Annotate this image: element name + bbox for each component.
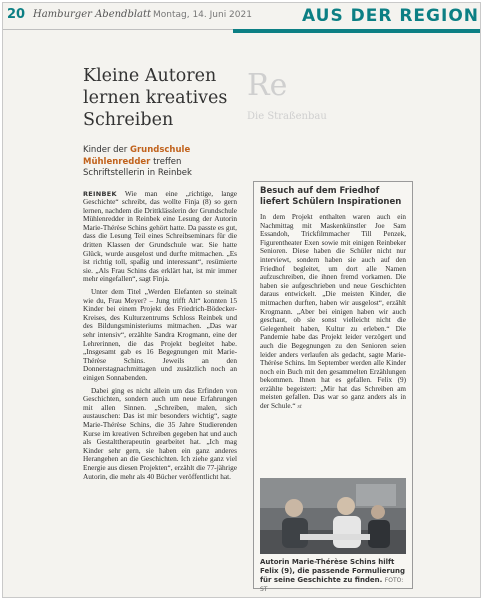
masthead (3, 3, 480, 30)
sidebar-body (260, 213, 406, 412)
article-paragraph: Unter dem Titel „Werden Elefanten so steinalt wie du, Frau Meyer? – Jung trifft Alt“ konnten 15 Kinder bei einem Projekt des Friedrich-Bödecker-Kreises, des Kulturzentrums Schloss Reinbek und des Bildungsministeriums mitmachen. „Das war sehr intensiv“, erzählte Sandra Krogmann, eine der Lehrerinnen, die das Projekt begleitet habe. „Insgesamt gab es 16 Begegnungen mit Marie-Thérèse Schins. Jeweils an den Donnerstagnachmittagen und zusätzlich noch an einigen Sonnabenden. (83, 287, 237, 382)
issue-date: Montag, 14. Juni 2021 (153, 10, 252, 20)
article-paragraph (83, 190, 237, 285)
paragraph-text: Wie man eine „richtige, lange Geschichte“ schreibt, das wollte Finja (8) so gern lernen, nachdem die Drittklässlerin der Grundschule Mühlenredder in Reinbek eine Lesung der Autorin Marie-Thérèse Schins gehört hatte. Da passte es gut, dass die Lesung Teil eines Schreibseminars für die dritten Klassen der Grundschule war. Sie hatte Glück, wurde ausgelost und durfte mitmachen. „Es ist richtig toll, spaßig und interessant“, resümierte sie. „Als Frau Schins das erklärt hat, ist mir immer mehr eingefallen“, sagt Finja. (83, 188, 237, 284)
newspaper-name: Hamburger Abendblatt (33, 9, 152, 20)
photo-credit: FOTO: ST (260, 577, 404, 593)
bleed-through-headline: Re (247, 68, 288, 103)
article-paragraph: Dabei ging es nicht allein um das Erfinden von Geschichten, sondern auch um neue Erfahrungen mit allen Sinnen. „Schreiben, malen, sich austauschen: Das ist mir besonders wichtig“, sagte Marie-Thérèse Schins, die 35 Jahre Studierenden Kurse im kreativen Schreiben gegeben hat und auch als Gestalttherapeutin gearbeitet hat. „Ich mag Kinder sehr gern, sie haben ein ganz anderes Herangehen an die Geschichten. Ich ziehe ganz viel Energie aus diesen Projekten“, erzählt die 77-jährige Autorin, die mehr als 40 Bücher veröffentlicht hat. (83, 385, 237, 481)
sidebar-title (260, 186, 406, 207)
article-subhead (83, 145, 237, 180)
section-accent-bar (233, 29, 480, 33)
sidebar-title-line: Besuch auf dem Friedhof (260, 186, 380, 196)
article-body (83, 190, 237, 482)
sidebar-paragraph (260, 213, 406, 412)
subhead-lead: Kinder der (83, 145, 130, 155)
main-article (83, 65, 237, 485)
newspaper-clipping (2, 2, 481, 598)
sidebar-box (253, 181, 413, 593)
author-mark: st (297, 403, 302, 411)
photo-illustration (260, 478, 406, 554)
subhead-school-name: Grundschule Mühlenredder (83, 145, 191, 167)
photo-caption (260, 558, 406, 594)
article-headline: Kleine Autoren lernen kreatives Schreiben (83, 66, 228, 130)
bleed-through-text (247, 69, 477, 179)
caption-text: Autorin Marie-Thérèse Schins hilft Felix (9), die passende Formulierung für seine Geschichte zu finden. (260, 558, 405, 584)
bleed-through-subhead: Die Straßenbau (247, 111, 327, 122)
subhead-tail: treffen Schriftstellerin in Reinbek (83, 156, 192, 178)
dateline: REINBEK (83, 189, 117, 198)
article-photo (260, 478, 406, 554)
page-number: 20 (7, 7, 26, 22)
section-title: AUS DER REGION (302, 6, 479, 26)
sidebar-title-line: liefert Schülern Inspirationen (260, 196, 402, 207)
sidebar-paragraph-text: In dem Projekt enthalten waren auch ein Nachmittag mit Maskenkünstler Joe Sam Essandoh, Trickfilmmacher Till Penzek, Figurentheater Exen sowie mit einigen Reinbeker Senioren. Diese haben die Schüler nicht nur interviewt, sondern haben sie auch auf den Friedhof begleitet, um dort alle Namen aufzuschreiben, die ihnen fremd vorkamen. Die haben sie aufgeschrieben und neue Geschichten daraus entwickelt. „Die meisten Kinder, die mitmachen durften, haben wir ausgelost“, erzählt Krogmann. „Aber bei einigen haben wir auch geschaut, ob sie sonst vielleicht nicht die Gelegenheit haben, Kultur zu erleben.“ Die Pandemie habe das Projekt leider verzögert und auch die Begegnungen zu den Senioren seien leider anders verlaufen als gedacht, sagte Marie-Thérèse Schins. Im September werden alle Kinder noch ein Buch mit den gesammelten Erzählungen bekommen. Ihnen hat es gefallen. Felix (9) erzählte begeistert: „Mir hat das Schreiben am meisten gefallen. Das war so ganz anders als in der Schule.“ (260, 213, 406, 411)
